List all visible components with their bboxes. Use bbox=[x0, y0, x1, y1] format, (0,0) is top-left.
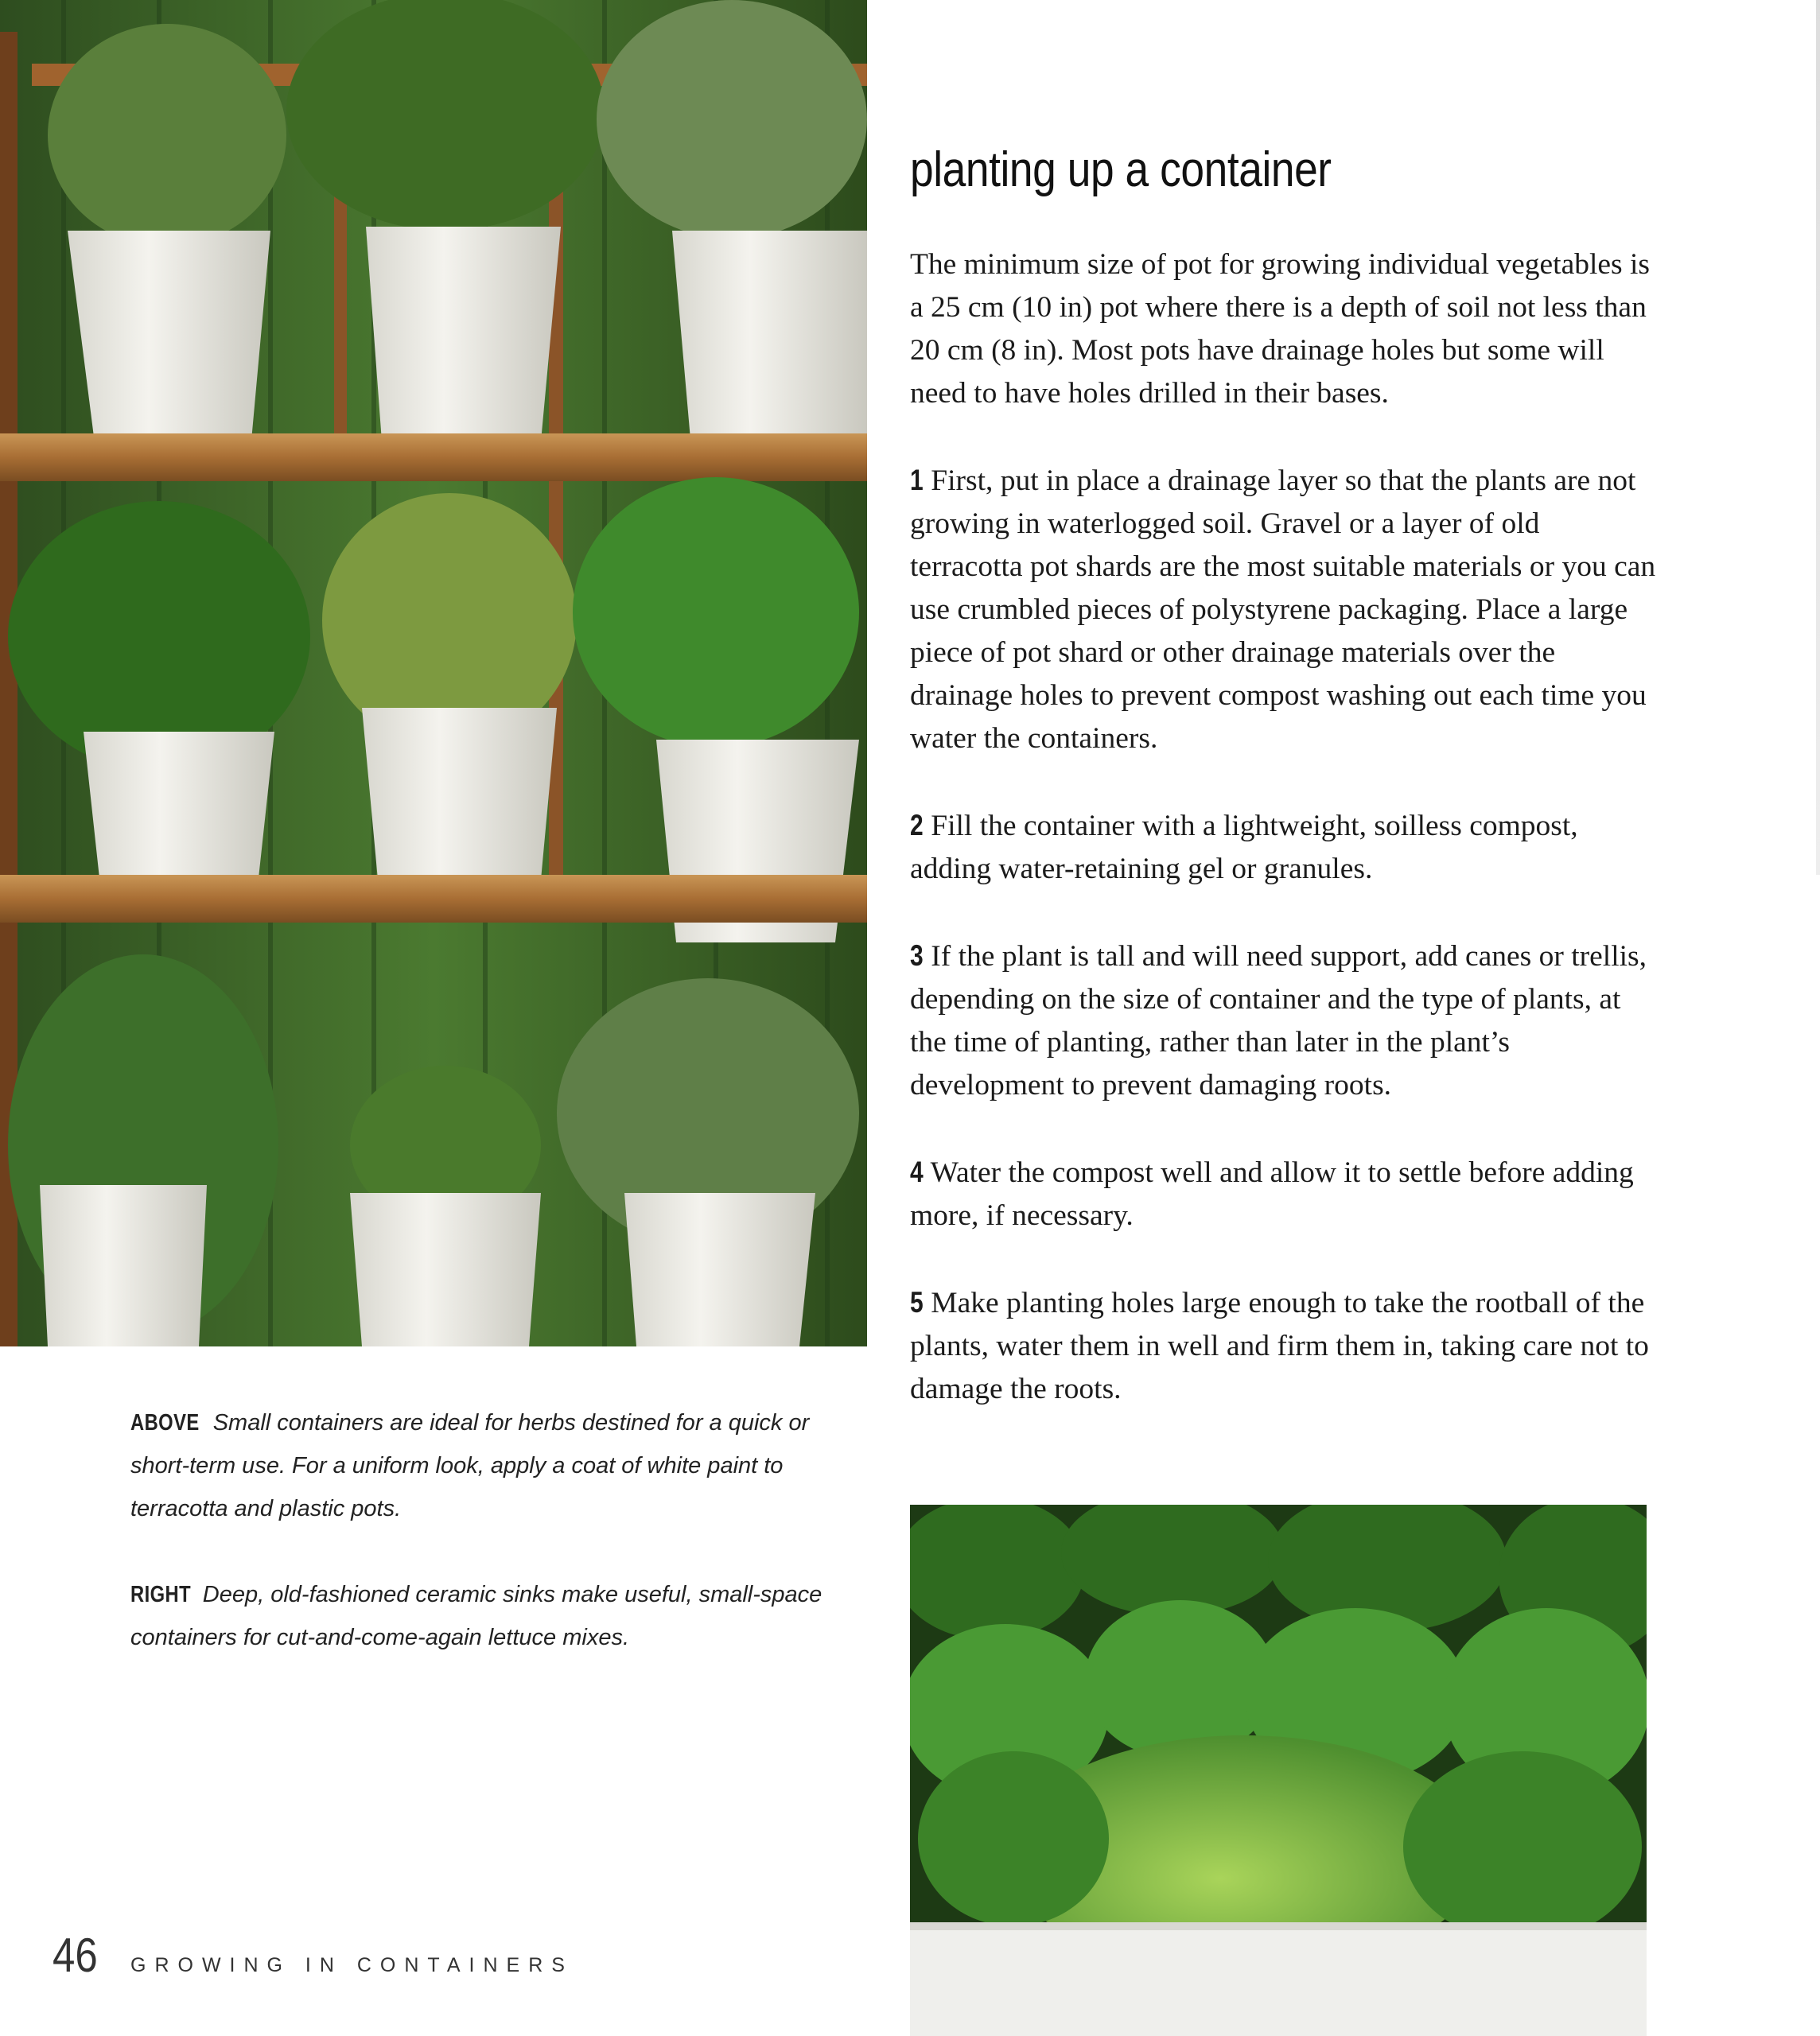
step-number: 4 bbox=[910, 1155, 924, 1188]
step-text: Water the compost well and allow it to settle before adding more, if necessary. bbox=[910, 1156, 1634, 1232]
caption-right bbox=[130, 1573, 846, 1659]
step-4 bbox=[910, 1150, 1658, 1238]
page-edge bbox=[1816, 0, 1820, 875]
step-number: 1 bbox=[910, 463, 924, 496]
step-text: Make planting holes large enough to take the rootball of the plants, water them in well and firm them in, taking care not to damage the roots. bbox=[910, 1287, 1649, 1405]
section-name: GROWING IN CONTAINERS bbox=[130, 1954, 574, 1976]
step-text: First, put in place a drainage layer so that the plants are not growing in waterlogged soil. Gravel or a layer of old terracotta pot shards are the most suitable materials or you can use crumbled pieces of polystyrene packaging. Place a large piece of pot shard or other drainage materials over the drainage holes to prevent compost washing out each time you water the containers. bbox=[910, 464, 1656, 755]
lettuce-sink-illustration bbox=[910, 1505, 1647, 2036]
intro-paragraph: The minimum size of pot for growing individual vegetables is a 25 cm (10 in) pot where there is a depth of soil not less than 20 cm (8 in). Most pots have drainage holes but some will need to have holes drilled in their bases. bbox=[910, 248, 1651, 410]
caption-text: Deep, old-fashioned ceramic sinks make useful, small-space containers for cut-and-come-again lettuce mixes. bbox=[130, 1582, 822, 1650]
lettuce-sink-photo bbox=[910, 1505, 1647, 2036]
captions bbox=[130, 1401, 846, 1702]
step-1 bbox=[910, 458, 1658, 760]
caption-text: Small containers are ideal for herbs destined for a quick or short-term use. For a uniform look, apply a coat of white paint to terracotta and plastic pots. bbox=[130, 1410, 810, 1521]
step-5 bbox=[910, 1280, 1658, 1411]
body-text bbox=[910, 243, 1658, 1454]
step-number: 3 bbox=[910, 938, 924, 972]
caption-label: ABOVE bbox=[130, 1410, 200, 1436]
step-number: 2 bbox=[910, 808, 924, 841]
page-footer bbox=[52, 1928, 574, 1983]
step-number: 5 bbox=[910, 1285, 924, 1319]
caption-label: RIGHT bbox=[130, 1582, 192, 1607]
step-text: Fill the container with a lightweight, soilless compost, adding water-retaining gel or granules. bbox=[910, 810, 1578, 885]
step-text: If the plant is tall and will need support, add canes or trellis, depending on the size of container and the type of plants, at the time of planting, rather than later in the plant’s development to prevent damaging roots. bbox=[910, 940, 1647, 1102]
step-3 bbox=[910, 934, 1658, 1107]
herb-shelves-photo bbox=[0, 0, 867, 1346]
page-title: planting up a container bbox=[910, 142, 1332, 197]
page-number: 46 bbox=[52, 1929, 98, 1982]
step-2 bbox=[910, 803, 1658, 891]
herb-shelves-illustration bbox=[0, 0, 867, 1346]
caption-above bbox=[130, 1401, 846, 1530]
